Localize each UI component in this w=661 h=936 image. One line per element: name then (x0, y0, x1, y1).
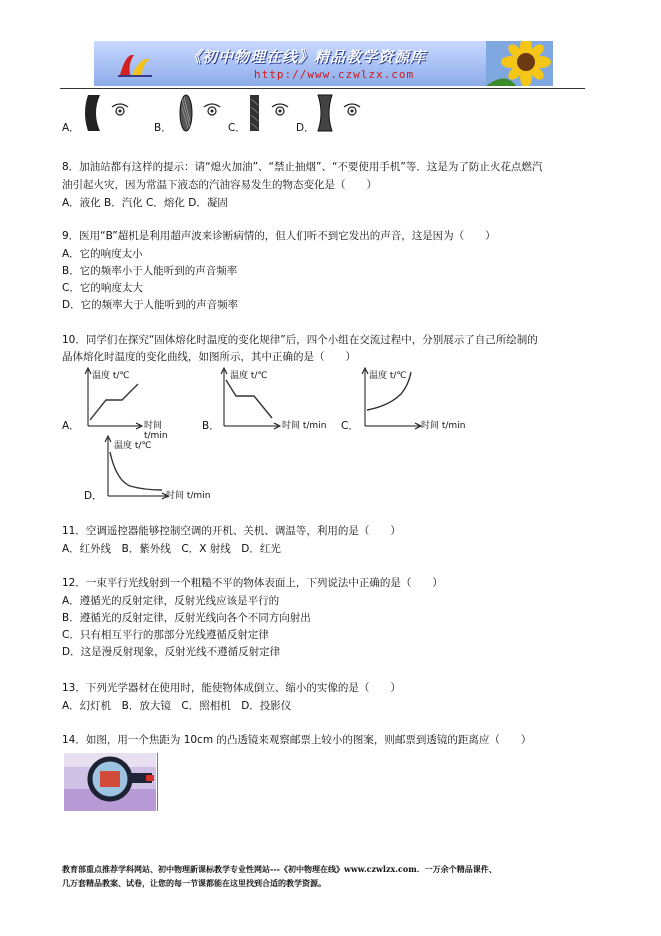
q12-stem: 12．一束平行光线射到一个粗糙不平的物体表面上，下列说法中正确的是（ ） (62, 577, 443, 589)
q7-option-c[interactable] (228, 93, 298, 135)
site-logo-icon (116, 49, 156, 79)
banner-title: 《初中物理在线》精品教学资源库 (186, 48, 427, 66)
q10-graph-c-y-label: 温度 t/℃ (369, 371, 407, 381)
q12-option-d[interactable]: D．这是漫反射现象，反射光线不遵循反射定律 (62, 646, 281, 658)
q13-options[interactable]: A．幻灯机 B．放大镜 C．照相机 D．投影仪 (62, 700, 292, 712)
q7-option-b-label: B． (154, 122, 172, 134)
q10-option-c-label: C． (341, 420, 359, 432)
q9-option-d[interactable]: D．它的频率大于人能听到的声音频率 (62, 299, 239, 311)
magnifier-icon (64, 753, 156, 811)
q12-option-c[interactable]: C．只有相互平行的那部分光线遵循反射定律 (62, 629, 269, 641)
q7-option-a[interactable] (62, 93, 140, 135)
q7-option-d-label: D． (296, 122, 315, 134)
q10-option-b-label: B． (202, 420, 220, 432)
q10-graph-d-y-label: 温度 t/℃ (114, 441, 152, 451)
q10-stem-line1: 10．同学们在探究“固体熔化时温度的变化规律”后，四个小组在交流过程中，分别展示了自己所绘制的 (62, 334, 538, 346)
q10-graph-b-x-label: 时间 t/min (282, 421, 327, 431)
q14-stem: 14．如图，用一个焦距为 10cm 的凸透镜来观察邮票上较小的图案，则邮票到透镜的距离应（ ） (62, 734, 532, 746)
footer-line2: 几万套精品教案、试卷，让您的每一节课都能在这里找到合适的教学资源。 (62, 878, 326, 888)
convex-lens-eye-icon (174, 93, 226, 133)
header-divider (60, 88, 585, 89)
q8-stem-line2: 油引起火灾，因为常温下液态的汽油容易发生的物态变化是（ ） (62, 179, 377, 191)
q7-option-c-label: C． (228, 122, 246, 134)
q9-option-c[interactable]: C．它的响度太大 (62, 282, 143, 294)
q8-options[interactable]: A．液化 B．汽化 C．熔化 D．凝固 (62, 197, 228, 209)
q9-stem: 9．医用“B”超机是利用超声波来诊断病情的，但人们听不到它发出的声音，这是因为（ ） (62, 230, 496, 242)
concave-thick-lens-eye-icon (314, 93, 366, 133)
header-banner (94, 41, 553, 86)
magnifier-stamp-photo (64, 753, 156, 811)
q8-stem-line1: 8．加油站都有这样的提示：请“熄火加油”、“禁止抽烟”、“不要使用手机”等．这是为了防止火花点燃汽 (62, 161, 543, 173)
q10-option-b[interactable] (202, 366, 332, 436)
sunflower-icon (486, 41, 553, 86)
q7-option-d[interactable] (296, 93, 376, 135)
q11-options[interactable]: A．红外线 B．紫外线 C．X 射线 D．红光 (62, 543, 281, 555)
q10-stem-line2: 晶体熔化时温度的变化曲线，如图所示，其中正确的是（ ） (62, 351, 356, 363)
q7-option-b[interactable] (154, 93, 232, 135)
concave-lens-eye-icon (82, 93, 134, 133)
q10-option-d-label: D． (84, 490, 103, 502)
q10-option-a-label: A． (62, 420, 80, 432)
q10-option-d[interactable] (84, 434, 214, 504)
q10-option-a[interactable] (62, 366, 187, 441)
q10-graph-a-x-label: 时间 t/min (144, 421, 168, 441)
q12-option-b[interactable]: B．遵循光的反射定律，反射光线向各个不同方向射出 (62, 612, 311, 624)
q10-graph-b-y-label: 温度 t/℃ (230, 371, 268, 381)
banner-url[interactable]: http://www.czwlzx.com (254, 68, 415, 81)
q10-option-c[interactable] (341, 366, 471, 436)
q13-stem: 13．下列光学器材在使用时，能使物体成倒立、缩小的实像的是（ ） (62, 682, 401, 694)
q11-stem: 11．空调遥控器能够控制空调的开机、关机、调温等，利用的是（ ） (62, 525, 401, 537)
flat-glass-eye-icon (244, 93, 296, 133)
q9-option-b[interactable]: B．它的频率小于人能听到的声音频率 (62, 265, 238, 277)
footer-line1: 教育部重点推荐学科网站、初中物理新课标教学专业性网站---《初中物理在线》www.czwlzx.com．一万余个精品课件、 (62, 864, 497, 874)
q9-option-a[interactable]: A．它的响度太小 (62, 248, 143, 260)
q10-graph-c-x-label: 时间 t/min (421, 421, 466, 431)
q7-option-a-label: A． (62, 122, 80, 134)
q10-graph-d-x-label: 时间 t/min (166, 491, 211, 501)
photo-edge-line (157, 753, 158, 811)
q12-option-a[interactable]: A．遵循光的反射定律，反射光线应该是平行的 (62, 595, 280, 607)
q10-graph-a-y-label: 温度 t/℃ (92, 371, 130, 381)
